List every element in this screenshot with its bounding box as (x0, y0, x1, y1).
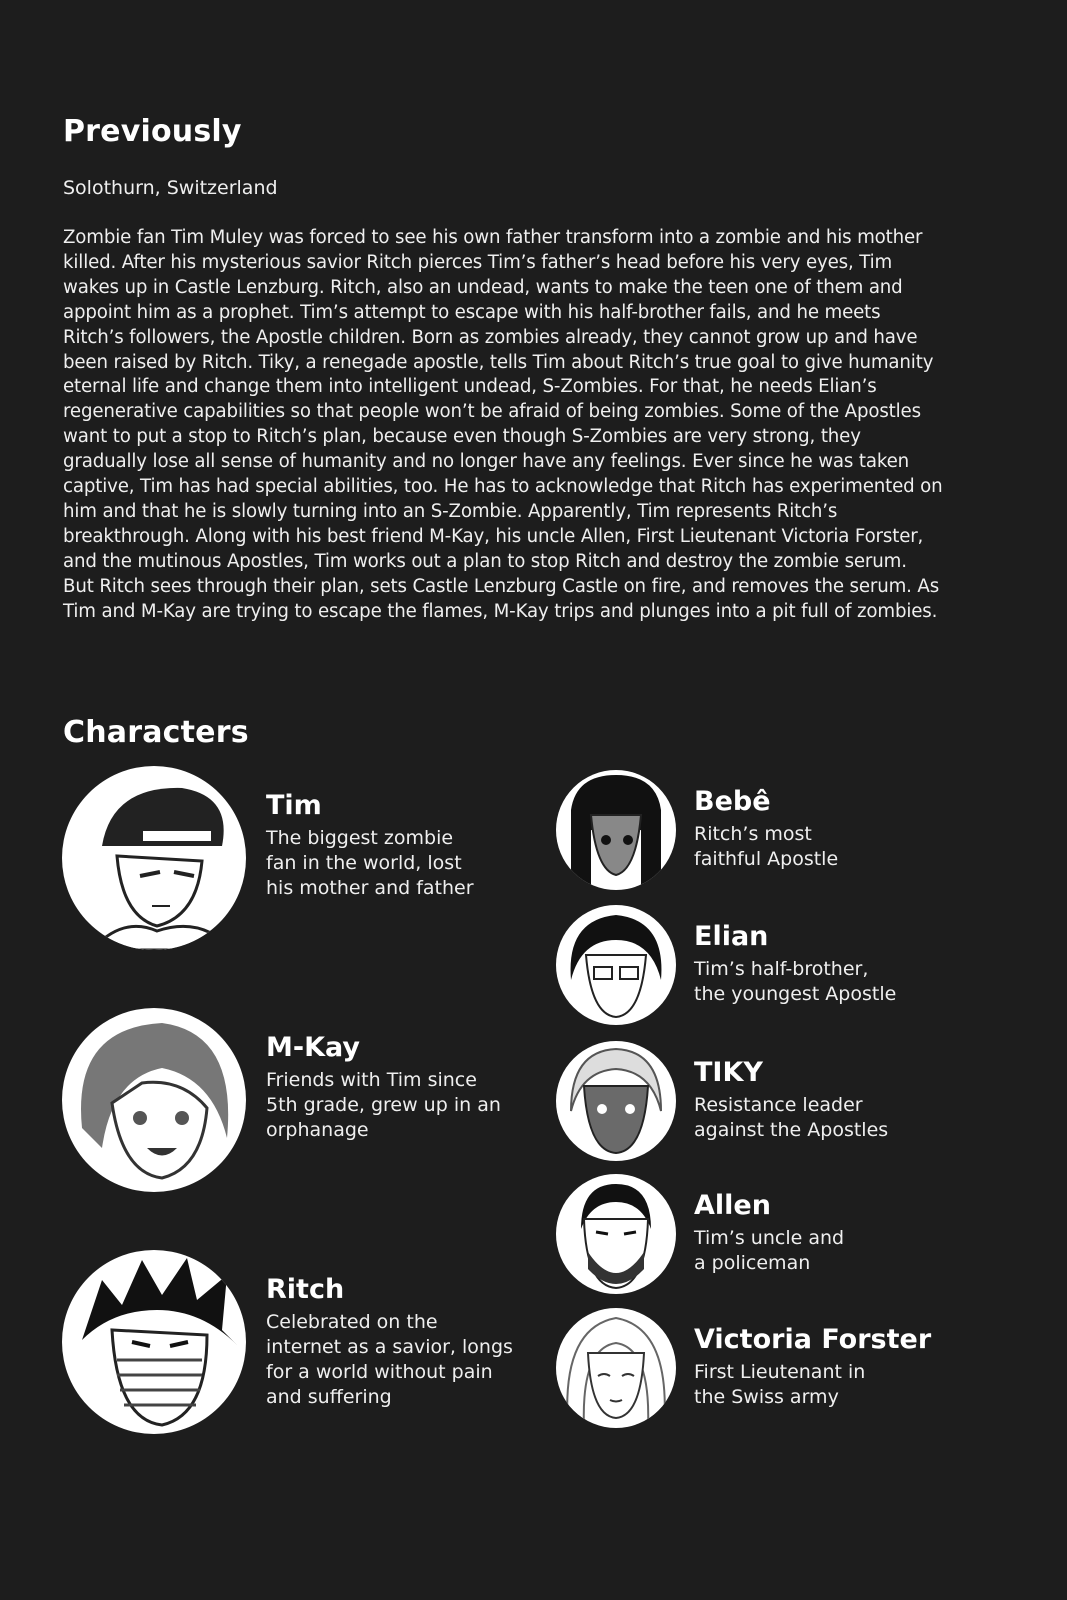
previously-heading: Previously (63, 114, 242, 149)
character-card-allen (556, 1174, 844, 1294)
character-description: Resistance leader against the Apostles (694, 1094, 889, 1141)
character-card-m-kay (62, 1008, 501, 1192)
character-card-tim (62, 766, 474, 950)
tim-portrait (62, 766, 246, 950)
bebe-portrait (556, 770, 676, 890)
character-card-tiky (556, 1041, 888, 1161)
ritch-portrait (62, 1250, 246, 1434)
character-name: TIKY (694, 1057, 763, 1088)
character-name: Bebê (694, 786, 771, 817)
character-card-victoria-forster (556, 1308, 931, 1428)
character-description: Celebrated on the internet as a savior, longs for a world without pain and suffering (266, 1311, 513, 1408)
character-description: First Lieutenant in the Swiss army (694, 1361, 866, 1408)
character-name: Elian (694, 921, 769, 952)
tiky-portrait (556, 1041, 676, 1161)
character-card-bebe (556, 770, 838, 890)
character-description: Tim’s half-brother, the youngest Apostle (694, 958, 897, 1005)
story-summary: Zombie fan Tim Muley was forced to see his own father transform into a zombie and his mother killed. After his mysterious savior Ritch pierces Tim’s father’s head before his very eyes, Tim wakes up in Castle Lenzburg. Ritch, also an undead, wants to make the teen one of them and appoint him as a prophet. Tim’s attempt to escape with his half-brother fails, and he meets Ritch’s followers, the Apostle children. Born as zombies already, they cannot grow up and have been raised by Ritch. Tiky, a renegade apostle, tells Tim about Ritch’s true goal to give humanity eternal life and change them into intelligent undead, S-Zombies. For that, he needs Elian’s regenerative capabilities so that people won’t be afraid of being zombies. Some of the Apostles want to put a stop to Ritch’s plan, because even though S-Zombies are very strong, they gradually lose all sense of humanity and no longer have any feelings. Ever since he was taken captive, Tim has had special abilities, too. He has to acknowledge that Ritch has experimented on him and that he is slowly turning into an S-Zombie. Apparently, Tim represents Ritch’s breakthrough. Along with his best friend M-Kay, his uncle Allen, First Lieutenant Victoria Forster, and the mutinous Apostles, Tim works out a plan to stop Ritch and destroy the zombie serum. But Ritch sees through their plan, sets Castle Lenzburg Castle on fire, and removes the serum. As Tim and M-Kay are trying to escape the flames, M-Kay trips and plunges into a pit full of zombies. (63, 227, 943, 622)
character-description: Friends with Tim since 5th grade, grew up in an orphanage (266, 1069, 501, 1141)
character-description: The biggest zombie fan in the world, lost his mother and father (266, 827, 474, 899)
characters-heading: Characters (63, 715, 249, 750)
character-card-ritch (62, 1250, 513, 1434)
character-description: Tim’s uncle and a policeman (694, 1227, 845, 1274)
m-kay-portrait (62, 1008, 246, 1192)
allen-portrait (556, 1174, 676, 1294)
elian-portrait (556, 905, 676, 1025)
character-description: Ritch’s most faithful Apostle (694, 823, 839, 870)
character-name: Allen (694, 1190, 771, 1221)
character-card-elian (556, 905, 896, 1025)
character-name: M-Kay (266, 1032, 360, 1063)
character-name: Tim (266, 790, 322, 821)
character-name: Victoria Forster (694, 1324, 932, 1355)
victoria-forster-portrait (556, 1308, 676, 1428)
character-name: Ritch (266, 1274, 345, 1305)
location-text: Solothurn, Switzerland (63, 177, 278, 199)
